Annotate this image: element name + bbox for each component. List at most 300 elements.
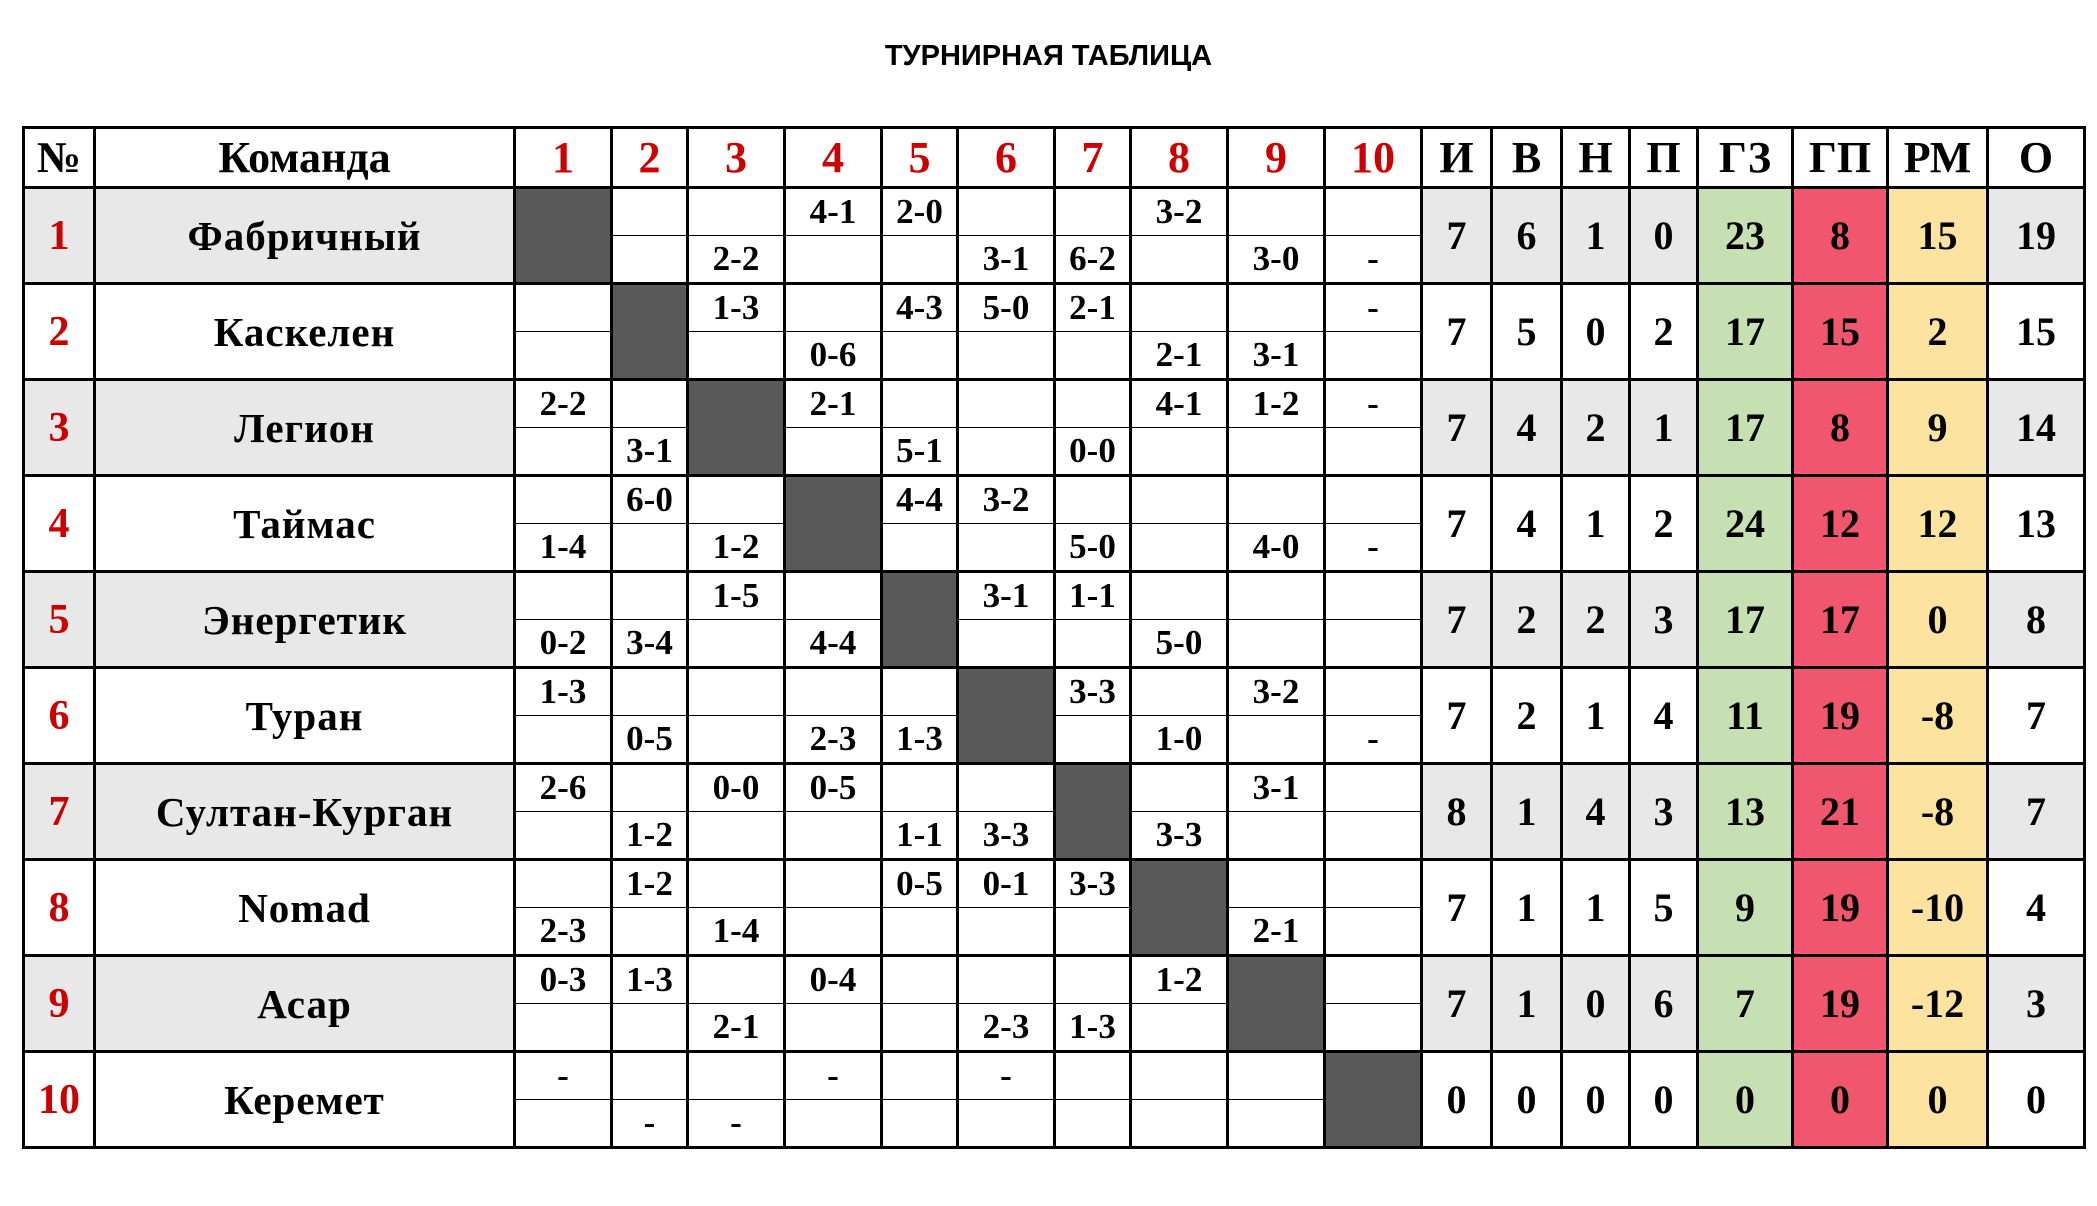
- match-score-cell: 5-0: [1131, 620, 1228, 668]
- opponent-column-header: 3: [688, 128, 785, 188]
- match-score-cell: [785, 908, 882, 956]
- stat-column-header: В: [1492, 128, 1562, 188]
- match-score-cell: 1-2: [1131, 956, 1228, 1004]
- match-score-cell: [1325, 332, 1422, 380]
- stat-cell: 4: [1492, 476, 1562, 572]
- match-score-cell: [882, 1052, 958, 1100]
- opponent-column-header: 1: [515, 128, 612, 188]
- match-score-cell: [1325, 476, 1422, 524]
- match-score-cell: [1228, 860, 1325, 908]
- team-row: [24, 860, 2085, 908]
- match-score-cell: [785, 1100, 882, 1148]
- stat-cell: 6: [1630, 956, 1698, 1052]
- team-name: Фабричный: [95, 188, 515, 284]
- match-score-cell: [612, 380, 688, 428]
- match-score-cell: 1-3: [612, 956, 688, 1004]
- opponent-column-header: 9: [1228, 128, 1325, 188]
- match-score-cell: [1055, 620, 1131, 668]
- team-name: Туран: [95, 668, 515, 764]
- match-score-cell: [612, 908, 688, 956]
- match-score-cell: [958, 764, 1055, 812]
- match-score-cell: [1325, 620, 1422, 668]
- match-score-cell: [612, 524, 688, 572]
- match-score-cell: 2-3: [958, 1004, 1055, 1052]
- stat-column-header: П: [1630, 128, 1698, 188]
- match-score-cell: [1131, 764, 1228, 812]
- match-score-cell: [785, 812, 882, 860]
- match-score-cell: [882, 524, 958, 572]
- match-score-cell: [958, 188, 1055, 236]
- match-score-cell: [515, 1004, 612, 1052]
- match-score-cell: [882, 380, 958, 428]
- match-score-cell: 3-0: [1228, 236, 1325, 284]
- stat-cell: 1: [1630, 380, 1698, 476]
- match-score-cell: [1228, 716, 1325, 764]
- match-score-cell: [1325, 764, 1422, 812]
- match-score-cell: [882, 956, 958, 1004]
- self-match-cell: [958, 668, 1055, 764]
- match-score-cell: 5-1: [882, 428, 958, 476]
- match-score-cell: [1325, 860, 1422, 908]
- team-number: 2: [24, 284, 95, 380]
- match-score-cell: 4-0: [1228, 524, 1325, 572]
- match-score-cell: 0-5: [785, 764, 882, 812]
- stat-cell: 12: [1793, 476, 1888, 572]
- match-score-cell: 2-2: [688, 236, 785, 284]
- team-name: Керемет: [95, 1052, 515, 1148]
- team-row: [24, 764, 2085, 812]
- stat-column-header: РМ: [1888, 128, 1988, 188]
- self-match-cell: [1325, 1052, 1422, 1148]
- stat-cell: 4: [1492, 380, 1562, 476]
- stat-cell: 7: [1422, 188, 1492, 284]
- team-header: Команда: [95, 128, 515, 188]
- match-score-cell: 1-3: [515, 668, 612, 716]
- match-score-cell: 0-6: [785, 332, 882, 380]
- match-score-cell: 3-3: [1055, 860, 1131, 908]
- team-number: 1: [24, 188, 95, 284]
- match-score-cell: 2-1: [688, 1004, 785, 1052]
- match-score-cell: [882, 1004, 958, 1052]
- stat-cell: 1: [1492, 764, 1562, 860]
- match-score-cell: 4-1: [785, 188, 882, 236]
- match-score-cell: -: [612, 1100, 688, 1148]
- stat-cell: 19: [1793, 668, 1888, 764]
- header-row: [24, 128, 2085, 188]
- team-number: 4: [24, 476, 95, 572]
- match-score-cell: [1228, 188, 1325, 236]
- match-score-cell: -: [688, 1100, 785, 1148]
- stat-cell: 0: [1793, 1052, 1888, 1148]
- stat-cell: 3: [1630, 764, 1698, 860]
- self-match-cell: [1228, 956, 1325, 1052]
- match-score-cell: 1-1: [882, 812, 958, 860]
- stat-cell: 7: [1698, 956, 1793, 1052]
- stat-cell: 7: [1422, 956, 1492, 1052]
- stat-cell: 0: [1562, 284, 1630, 380]
- match-score-cell: 1-2: [688, 524, 785, 572]
- match-score-cell: [688, 476, 785, 524]
- match-score-cell: [785, 428, 882, 476]
- stat-cell: 1: [1492, 956, 1562, 1052]
- match-score-cell: [1228, 1052, 1325, 1100]
- match-score-cell: 1-4: [688, 908, 785, 956]
- match-score-cell: -: [785, 1052, 882, 1100]
- team-row: [24, 284, 2085, 332]
- match-score-cell: [1131, 668, 1228, 716]
- match-score-cell: [688, 956, 785, 1004]
- stat-cell: -8: [1888, 668, 1988, 764]
- match-score-cell: [688, 860, 785, 908]
- stat-cell: 1: [1562, 860, 1630, 956]
- match-score-cell: 3-1: [958, 572, 1055, 620]
- match-score-cell: [1131, 1052, 1228, 1100]
- match-score-cell: 2-1: [785, 380, 882, 428]
- match-score-cell: 3-3: [958, 812, 1055, 860]
- match-score-cell: [958, 332, 1055, 380]
- match-score-cell: [1325, 428, 1422, 476]
- match-score-cell: [958, 524, 1055, 572]
- match-score-cell: 2-3: [515, 908, 612, 956]
- self-match-cell: [882, 572, 958, 668]
- team-number: 6: [24, 668, 95, 764]
- match-score-cell: [515, 284, 612, 332]
- match-score-cell: 0-0: [688, 764, 785, 812]
- opponent-column-header: 10: [1325, 128, 1422, 188]
- match-score-cell: 2-3: [785, 716, 882, 764]
- stat-cell: 1: [1562, 188, 1630, 284]
- match-score-cell: [1055, 332, 1131, 380]
- match-score-cell: [785, 668, 882, 716]
- stat-column-header: И: [1422, 128, 1492, 188]
- team-row: [24, 572, 2085, 620]
- stat-cell: 2: [1888, 284, 1988, 380]
- self-match-cell: [1131, 860, 1228, 956]
- match-score-cell: 1-4: [515, 524, 612, 572]
- stat-cell: 3: [1988, 956, 2085, 1052]
- match-score-cell: [1228, 284, 1325, 332]
- stat-cell: 3: [1630, 572, 1698, 668]
- match-score-cell: 2-6: [515, 764, 612, 812]
- match-score-cell: 1-3: [882, 716, 958, 764]
- match-score-cell: [785, 284, 882, 332]
- stat-cell: 8: [1422, 764, 1492, 860]
- opponent-column-header: 6: [958, 128, 1055, 188]
- opponent-column-header: 4: [785, 128, 882, 188]
- stat-column-header: О: [1988, 128, 2085, 188]
- match-score-cell: 2-1: [1228, 908, 1325, 956]
- team-name: Легион: [95, 380, 515, 476]
- stat-cell: 17: [1698, 380, 1793, 476]
- match-score-cell: [1055, 1052, 1131, 1100]
- match-score-cell: 3-1: [612, 428, 688, 476]
- team-number: 8: [24, 860, 95, 956]
- team-number: 5: [24, 572, 95, 668]
- stat-cell: 2: [1562, 572, 1630, 668]
- team-name: Таймас: [95, 476, 515, 572]
- match-score-cell: [1325, 956, 1422, 1004]
- match-score-cell: [612, 764, 688, 812]
- stat-cell: 0: [1888, 572, 1988, 668]
- match-score-cell: [1131, 236, 1228, 284]
- opponent-column-header: 2: [612, 128, 688, 188]
- stat-cell: 19: [1988, 188, 2085, 284]
- match-score-cell: [612, 572, 688, 620]
- match-score-cell: [1325, 908, 1422, 956]
- self-match-cell: [785, 476, 882, 572]
- match-score-cell: [1055, 380, 1131, 428]
- match-score-cell: [1325, 668, 1422, 716]
- stat-cell: 24: [1698, 476, 1793, 572]
- stat-cell: 17: [1698, 284, 1793, 380]
- match-score-cell: [1228, 620, 1325, 668]
- stat-cell: 5: [1492, 284, 1562, 380]
- match-score-cell: [515, 860, 612, 908]
- stat-cell: 17: [1698, 572, 1793, 668]
- match-score-cell: 3-2: [1131, 188, 1228, 236]
- team-row: [24, 380, 2085, 428]
- stat-cell: 13: [1988, 476, 2085, 572]
- match-score-cell: 1-2: [1228, 380, 1325, 428]
- stat-cell: 2: [1492, 572, 1562, 668]
- match-score-cell: [785, 1004, 882, 1052]
- stat-column-header: ГЗ: [1698, 128, 1793, 188]
- match-score-cell: [688, 188, 785, 236]
- match-score-cell: 3-3: [1055, 668, 1131, 716]
- match-score-cell: 1-1: [1055, 572, 1131, 620]
- match-score-cell: [515, 812, 612, 860]
- stat-cell: 8: [1793, 188, 1888, 284]
- match-score-cell: 0-4: [785, 956, 882, 1004]
- match-score-cell: [1131, 284, 1228, 332]
- team-row: [24, 956, 2085, 1004]
- stat-cell: 2: [1562, 380, 1630, 476]
- stat-cell: 17: [1793, 572, 1888, 668]
- stat-cell: 14: [1988, 380, 2085, 476]
- stat-cell: 7: [1988, 764, 2085, 860]
- stat-cell: 0: [1492, 1052, 1562, 1148]
- page-title: ТУРНИРНАЯ ТАБЛИЦА: [884, 40, 1213, 72]
- match-score-cell: -: [1325, 236, 1422, 284]
- self-match-cell: [515, 188, 612, 284]
- match-score-cell: 2-2: [515, 380, 612, 428]
- stat-cell: 1: [1492, 860, 1562, 956]
- team-number: 9: [24, 956, 95, 1052]
- match-score-cell: [1055, 188, 1131, 236]
- match-score-cell: [1131, 1004, 1228, 1052]
- stat-cell: 4: [1562, 764, 1630, 860]
- match-score-cell: -: [1325, 716, 1422, 764]
- self-match-cell: [612, 284, 688, 380]
- stat-cell: 7: [1422, 476, 1492, 572]
- stat-cell: 19: [1793, 956, 1888, 1052]
- stat-cell: 12: [1888, 476, 1988, 572]
- match-score-cell: [612, 188, 688, 236]
- standings-table: [22, 126, 2086, 1149]
- match-score-cell: 1-5: [688, 572, 785, 620]
- stat-cell: 1: [1562, 668, 1630, 764]
- stat-cell: 13: [1698, 764, 1793, 860]
- match-score-cell: [612, 1052, 688, 1100]
- stat-cell: 15: [1888, 188, 1988, 284]
- match-score-cell: [958, 956, 1055, 1004]
- match-score-cell: [1131, 428, 1228, 476]
- match-score-cell: 6-2: [1055, 236, 1131, 284]
- team-number: 3: [24, 380, 95, 476]
- match-score-cell: [1325, 572, 1422, 620]
- match-score-cell: [785, 860, 882, 908]
- stat-cell: 6: [1492, 188, 1562, 284]
- team-number: 10: [24, 1052, 95, 1148]
- match-score-cell: [1228, 812, 1325, 860]
- match-score-cell: [1055, 908, 1131, 956]
- match-score-cell: [958, 1100, 1055, 1148]
- stat-cell: 0: [1630, 1052, 1698, 1148]
- match-score-cell: 3-1: [1228, 332, 1325, 380]
- match-score-cell: [515, 332, 612, 380]
- match-score-cell: [882, 332, 958, 380]
- match-score-cell: [515, 572, 612, 620]
- match-score-cell: [515, 716, 612, 764]
- match-score-cell: [882, 908, 958, 956]
- match-score-cell: 0-2: [515, 620, 612, 668]
- opponent-column-header: 8: [1131, 128, 1228, 188]
- match-score-cell: 5-0: [1055, 524, 1131, 572]
- stat-cell: 7: [1422, 380, 1492, 476]
- stat-cell: 4: [1630, 668, 1698, 764]
- team-row: [24, 188, 2085, 236]
- match-score-cell: 0-1: [958, 860, 1055, 908]
- match-score-cell: [1055, 716, 1131, 764]
- match-score-cell: [882, 764, 958, 812]
- stat-cell: 0: [1698, 1052, 1793, 1148]
- self-match-cell: [688, 380, 785, 476]
- stat-cell: 2: [1492, 668, 1562, 764]
- stat-cell: 0: [1888, 1052, 1988, 1148]
- stat-cell: 2: [1630, 284, 1698, 380]
- stat-cell: 15: [1988, 284, 2085, 380]
- stat-cell: 0: [1562, 1052, 1630, 1148]
- team-row: [24, 476, 2085, 524]
- stat-cell: 7: [1988, 668, 2085, 764]
- match-score-cell: [958, 428, 1055, 476]
- stat-cell: 23: [1698, 188, 1793, 284]
- match-score-cell: 0-5: [612, 716, 688, 764]
- match-score-cell: 0-0: [1055, 428, 1131, 476]
- match-score-cell: [1228, 476, 1325, 524]
- stat-cell: 9: [1888, 380, 1988, 476]
- match-score-cell: [1228, 572, 1325, 620]
- match-score-cell: 6-0: [612, 476, 688, 524]
- stat-cell: 7: [1422, 668, 1492, 764]
- match-score-cell: [515, 1100, 612, 1148]
- stat-cell: 8: [1988, 572, 2085, 668]
- match-score-cell: 3-1: [958, 236, 1055, 284]
- match-score-cell: [1325, 1004, 1422, 1052]
- match-score-cell: [958, 380, 1055, 428]
- stat-cell: 7: [1422, 860, 1492, 956]
- team-name: Nomad: [95, 860, 515, 956]
- team-name: Асар: [95, 956, 515, 1052]
- match-score-cell: -: [1325, 284, 1422, 332]
- match-score-cell: 3-2: [1228, 668, 1325, 716]
- match-score-cell: 4-1: [1131, 380, 1228, 428]
- match-score-cell: -: [1325, 524, 1422, 572]
- opponent-column-header: 5: [882, 128, 958, 188]
- opponent-column-header: 7: [1055, 128, 1131, 188]
- match-score-cell: [612, 1004, 688, 1052]
- match-score-cell: [882, 668, 958, 716]
- stat-cell: 7: [1422, 284, 1492, 380]
- match-score-cell: [688, 812, 785, 860]
- team-name: Султан-Курган: [95, 764, 515, 860]
- match-score-cell: [612, 668, 688, 716]
- stat-cell: -8: [1888, 764, 1988, 860]
- stat-cell: 9: [1698, 860, 1793, 956]
- match-score-cell: [1131, 1100, 1228, 1148]
- stat-cell: 0: [1630, 188, 1698, 284]
- match-score-cell: [882, 236, 958, 284]
- stat-cell: -10: [1888, 860, 1988, 956]
- team-name: Каскелен: [95, 284, 515, 380]
- match-score-cell: 4-3: [882, 284, 958, 332]
- stat-cell: 15: [1793, 284, 1888, 380]
- match-score-cell: 4-4: [785, 620, 882, 668]
- match-score-cell: [1055, 1100, 1131, 1148]
- stat-cell: 0: [1422, 1052, 1492, 1148]
- match-score-cell: [1325, 812, 1422, 860]
- match-score-cell: 1-0: [1131, 716, 1228, 764]
- match-score-cell: [958, 908, 1055, 956]
- stat-cell: 1: [1562, 476, 1630, 572]
- match-score-cell: [688, 716, 785, 764]
- stat-cell: 8: [1793, 380, 1888, 476]
- match-score-cell: 1-2: [612, 812, 688, 860]
- match-score-cell: [785, 572, 882, 620]
- team-number: 7: [24, 764, 95, 860]
- match-score-cell: [1325, 188, 1422, 236]
- stat-cell: 4: [1988, 860, 2085, 956]
- match-score-cell: 3-2: [958, 476, 1055, 524]
- match-score-cell: -: [1325, 380, 1422, 428]
- match-score-cell: [882, 1100, 958, 1148]
- match-score-cell: [1131, 572, 1228, 620]
- match-score-cell: [1131, 476, 1228, 524]
- match-score-cell: 3-4: [612, 620, 688, 668]
- match-score-cell: [785, 236, 882, 284]
- match-score-cell: 5-0: [958, 284, 1055, 332]
- match-score-cell: [1055, 956, 1131, 1004]
- stat-cell: 5: [1630, 860, 1698, 956]
- match-score-cell: [1131, 524, 1228, 572]
- match-score-cell: [688, 1052, 785, 1100]
- match-score-cell: 3-3: [1131, 812, 1228, 860]
- match-score-cell: -: [958, 1052, 1055, 1100]
- match-score-cell: [958, 620, 1055, 668]
- team-name: Энергетик: [95, 572, 515, 668]
- match-score-cell: 0-3: [515, 956, 612, 1004]
- match-score-cell: 1-2: [612, 860, 688, 908]
- stat-column-header: Н: [1562, 128, 1630, 188]
- match-score-cell: 3-1: [1228, 764, 1325, 812]
- match-score-cell: [688, 668, 785, 716]
- match-score-cell: 4-4: [882, 476, 958, 524]
- match-score-cell: [1055, 476, 1131, 524]
- stat-cell: 2: [1630, 476, 1698, 572]
- stat-cell: 19: [1793, 860, 1888, 956]
- self-match-cell: [1055, 764, 1131, 860]
- stat-cell: 7: [1422, 572, 1492, 668]
